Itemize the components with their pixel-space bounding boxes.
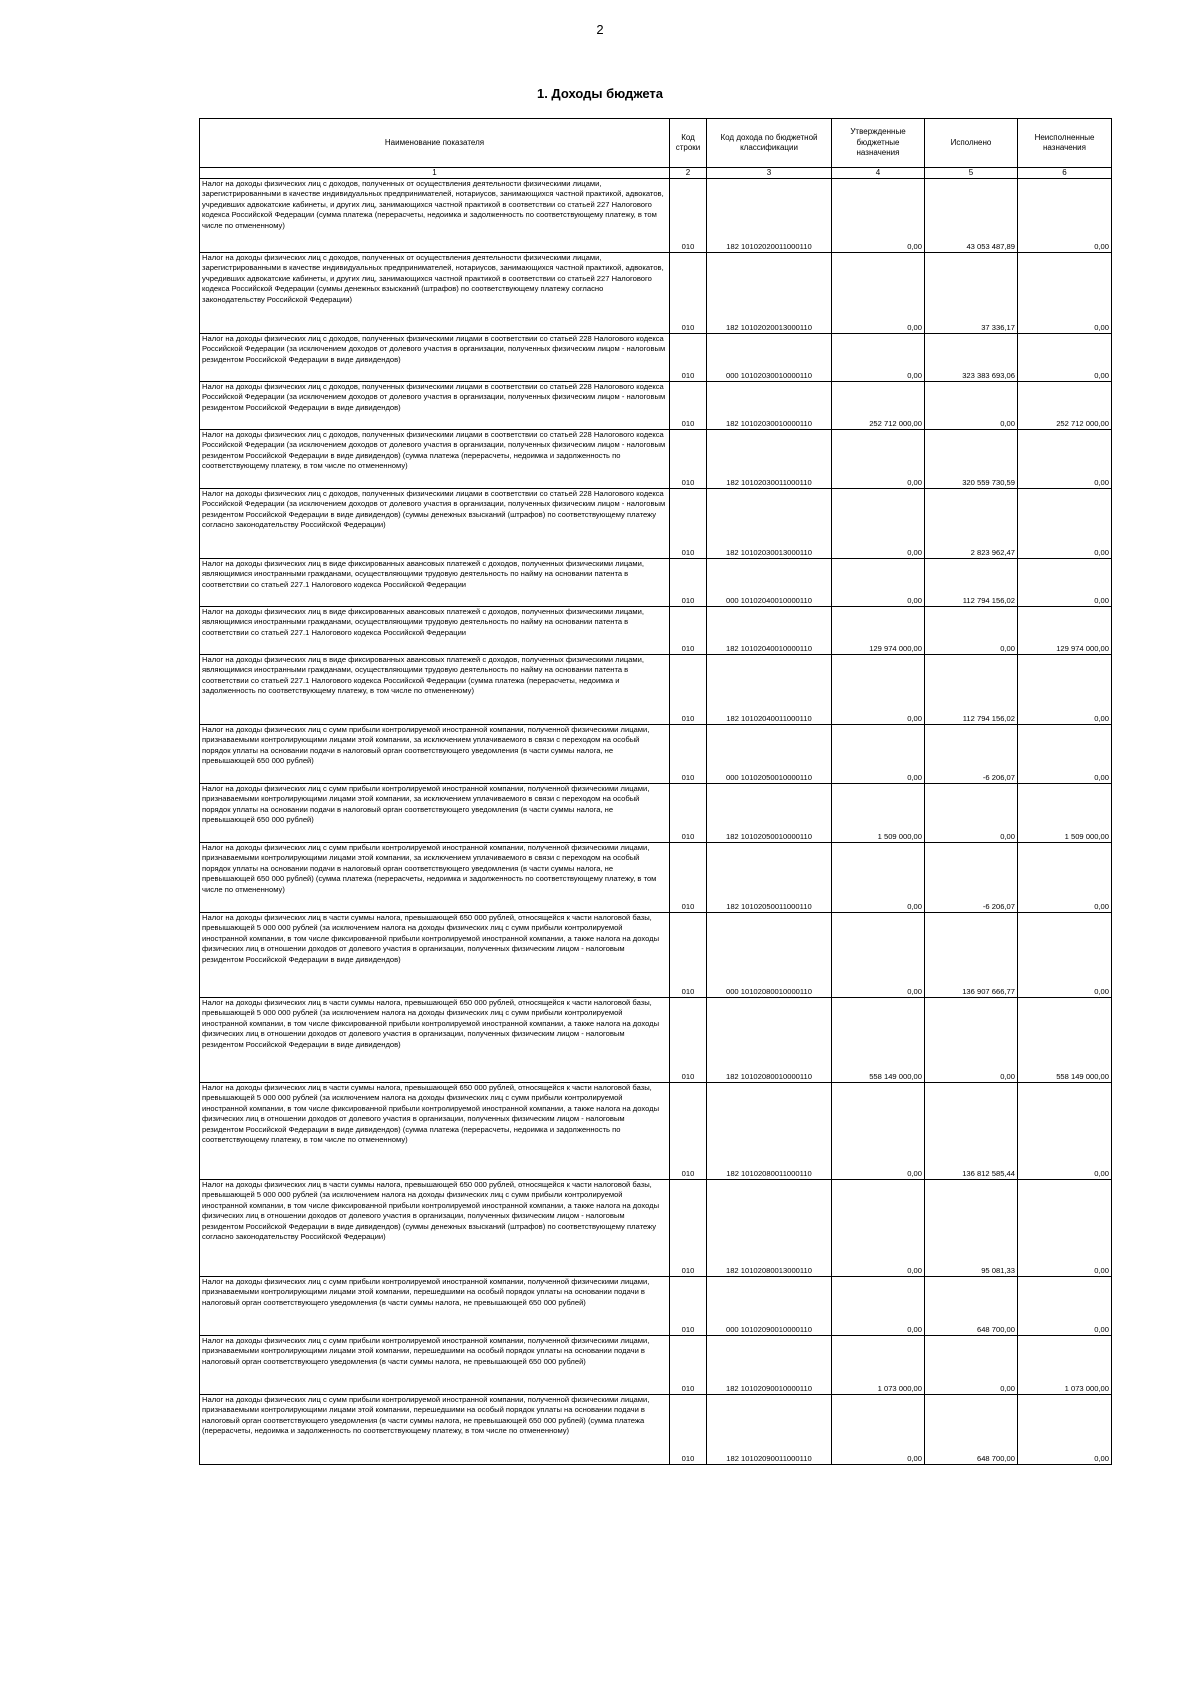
header-row (200, 119, 1112, 168)
cell-unexecuted: 0,00 (1018, 725, 1112, 784)
cell-executed: 320 559 730,59 (925, 430, 1018, 489)
cell-income-code: 182 10102080010000110 (707, 998, 832, 1083)
table-body (200, 179, 1112, 1465)
cell-executed: -6 206,07 (925, 725, 1018, 784)
table-row (200, 998, 1112, 1083)
table-row (200, 334, 1112, 382)
cell-unexecuted: 129 974 000,00 (1018, 607, 1112, 655)
cell-income-code: 182 10102040010000110 (707, 607, 832, 655)
cell-unexecuted: 0,00 (1018, 1277, 1112, 1336)
cell-indicator-name: Налог на доходы физических лиц с сумм прибыли контролируемой иностранной компании, полученной физическими лицами, признаваемыми контролирующими лицами этой компании, перешедшими на особый порядок уплаты на основании подачи в налоговый орган соответствующего уведомления (в части суммы налога, не превышающей 650 000 рублей) (сумма платежа (перерасчеты, недоимка и задолженность по соответствующему платежу, в том числе по отмененному) (200, 1395, 670, 1465)
cell-income-code: 182 10102050011000110 (707, 843, 832, 913)
page-title: 1. Доходы бюджета (536, 86, 664, 101)
table-row (200, 489, 1112, 559)
cell-approved: 0,00 (832, 1083, 925, 1180)
cell-indicator-name: Налог на доходы физических лиц с доходов, полученных физическими лицами в соответствии со статьей 228 Налогового кодекса Российской Федерации (за исключением доходов от долевого участия в организации, полученных физическим лицом - налоговым резидентом Российской Федерации в виде дивидендов) (200, 334, 670, 382)
cell-line-code: 010 (670, 1180, 707, 1277)
cell-executed: 95 081,33 (925, 1180, 1018, 1277)
cell-income-code: 000 10102030010000110 (707, 334, 832, 382)
table-row (200, 430, 1112, 489)
cell-indicator-name: Налог на доходы физических лиц в виде фиксированных авансовых платежей с доходов, полученных физическими лицами, являющимися иностранными гражданами, осуществляющими трудовую деятельность по найму на основании патента в соответствии со статьей 227.1 Налогового кодекса Российской Федерации (200, 559, 670, 607)
cell-income-code: 182 10102030011000110 (707, 430, 832, 489)
cell-approved: 0,00 (832, 179, 925, 253)
cell-indicator-name: Налог на доходы физических лиц в виде фиксированных авансовых платежей с доходов, полученных физическими лицами, являющимися иностранными гражданами, осуществляющими трудовую деятельность по найму на основании патента в соответствии со статьей 227.1 Налогового кодекса Российской Федерации (сумма платежа (перерасчеты, недоимка и задолженность по соответствующему платежу, в том числе по отмененному) (200, 655, 670, 725)
table-row (200, 725, 1112, 784)
cell-indicator-name: Налог на доходы физических лиц с сумм прибыли контролируемой иностранной компании, полученной физическими лицами, признаваемыми контролирующими лицами этой компании, за исключением уплачиваемого в связи с переходом на особый порядок уплаты на основании подачи в налоговый орган соответствующего уведомления (в части суммы налога, не превышающей 650 000 рублей) (сумма платежа (перерасчеты, недоимка и задолженность по соответствующему платежу, в том числе по отмененному) (200, 843, 670, 913)
cell-executed: 323 383 693,06 (925, 334, 1018, 382)
cell-line-code: 010 (670, 1083, 707, 1180)
cell-unexecuted: 0,00 (1018, 430, 1112, 489)
income-table (199, 118, 1112, 1465)
table-row (200, 1336, 1112, 1395)
cell-approved: 0,00 (832, 913, 925, 998)
cell-approved: 0,00 (832, 253, 925, 334)
table-row (200, 1277, 1112, 1336)
cell-approved: 0,00 (832, 489, 925, 559)
cell-income-code: 182 10102080011000110 (707, 1083, 832, 1180)
cell-income-code: 182 10102090010000110 (707, 1336, 832, 1395)
cell-indicator-name: Налог на доходы физических лиц с сумм прибыли контролируемой иностранной компании, полученной физическими лицами, признаваемыми контролирующими лицами этой компании, за исключением уплачиваемого в связи с переходом на особый порядок уплаты на основании подачи в налоговый орган соответствующего уведомления (в части суммы налога, не превышающей 650 000 рублей) (200, 784, 670, 843)
cell-income-code: 000 10102080010000110 (707, 913, 832, 998)
table-row (200, 913, 1112, 998)
cell-executed: 648 700,00 (925, 1395, 1018, 1465)
table-row (200, 382, 1112, 430)
cell-indicator-name: Налог на доходы физических лиц в части суммы налога, превышающей 650 000 рублей, относящейся к части налоговой базы, превышающей 5 000 000 рублей (за исключением налога на доходы физических лиц с сумм прибыли контролируемой иностранной компании, в том числе фиксированной прибыли контролируемой иностранной компании, а также налога на доходы физических лиц в отношении доходов от долевого участия в организации, полученных физическим лицом - налоговым резидентом Российской Федерации в виде дивидендов) (200, 913, 670, 998)
header-executed: Исполнено (925, 119, 1018, 168)
cell-unexecuted: 558 149 000,00 (1018, 998, 1112, 1083)
cell-unexecuted: 0,00 (1018, 655, 1112, 725)
cell-unexecuted: 0,00 (1018, 1180, 1112, 1277)
cell-executed: 136 812 585,44 (925, 1083, 1018, 1180)
cell-line-code: 010 (670, 843, 707, 913)
cell-unexecuted: 0,00 (1018, 489, 1112, 559)
column-number: 1 (200, 168, 670, 179)
cell-executed: 136 907 666,77 (925, 913, 1018, 998)
header-approved: Утвержденные бюджетные назначения (832, 119, 925, 168)
cell-unexecuted: 0,00 (1018, 334, 1112, 382)
cell-line-code: 010 (670, 253, 707, 334)
cell-income-code: 182 10102040011000110 (707, 655, 832, 725)
header-unexecuted: Неисполненные назначения (1018, 119, 1112, 168)
cell-line-code: 010 (670, 655, 707, 725)
cell-unexecuted: 0,00 (1018, 559, 1112, 607)
cell-income-code: 000 10102040010000110 (707, 559, 832, 607)
cell-approved: 0,00 (832, 725, 925, 784)
cell-indicator-name: Налог на доходы физических лиц с сумм прибыли контролируемой иностранной компании, полученной физическими лицами, признаваемыми контролирующими лицами этой компании, перешедшими на особый порядок уплаты на основании подачи в налоговый орган соответствующего уведомления (в части суммы налога, не превышающей 650 000 рублей) (200, 1277, 670, 1336)
cell-income-code: 182 10102050010000110 (707, 784, 832, 843)
cell-unexecuted: 0,00 (1018, 253, 1112, 334)
column-number-row (200, 168, 1112, 179)
cell-unexecuted: 0,00 (1018, 1395, 1112, 1465)
page-number: 2 (596, 22, 604, 37)
cell-approved: 558 149 000,00 (832, 998, 925, 1083)
cell-indicator-name: Налог на доходы физических лиц с доходов, полученных физическими лицами в соответствии со статьей 228 Налогового кодекса Российской Федерации (за исключением доходов от долевого участия в организации, полученных физическим лицом - налоговым резидентом Российской Федерации в виде дивидендов) (сумма платежа (перерасчеты, недоимка и задолженность по соответствующему платежу, в том числе по отмененному) (200, 430, 670, 489)
cell-line-code: 010 (670, 1277, 707, 1336)
cell-unexecuted: 0,00 (1018, 843, 1112, 913)
cell-approved: 0,00 (832, 1277, 925, 1336)
cell-unexecuted: 1 509 000,00 (1018, 784, 1112, 843)
header-income-code: Код дохода по бюджетной классификации (707, 119, 832, 168)
cell-line-code: 010 (670, 559, 707, 607)
cell-indicator-name: Налог на доходы физических лиц в виде фиксированных авансовых платежей с доходов, полученных физическими лицами, являющимися иностранными гражданами, осуществляющими трудовую деятельность по найму на основании патента в соответствии со статьей 227.1 Налогового кодекса Российской Федерации (200, 607, 670, 655)
cell-indicator-name: Налог на доходы физических лиц в части суммы налога, превышающей 650 000 рублей, относящейся к части налоговой базы, превышающей 5 000 000 рублей (за исключением налога на доходы физических лиц с сумм прибыли контролируемой иностранной компании, в том числе фиксированной прибыли контролируемой иностранной компании, а также налога на доходы физических лиц в отношении доходов от долевого участия в организации, полученных физическим лицом - налоговым резидентом Российской Федерации в виде дивидендов) (200, 998, 670, 1083)
header-line-code: Код строки (670, 119, 707, 168)
cell-approved: 0,00 (832, 334, 925, 382)
cell-executed: -6 206,07 (925, 843, 1018, 913)
cell-line-code: 010 (670, 913, 707, 998)
cell-executed: 37 336,17 (925, 253, 1018, 334)
table-row (200, 1083, 1112, 1180)
cell-approved: 0,00 (832, 1180, 925, 1277)
cell-approved: 1 509 000,00 (832, 784, 925, 843)
cell-indicator-name: Налог на доходы физических лиц с сумм прибыли контролируемой иностранной компании, полученной физическими лицами, признаваемыми контролирующими лицами этой компании, перешедшими на особый порядок уплаты на основании подачи в налоговый орган соответствующего уведомления (в части суммы налога, не превышающей 650 000 рублей) (200, 1336, 670, 1395)
cell-approved: 0,00 (832, 559, 925, 607)
cell-income-code: 182 10102080013000110 (707, 1180, 832, 1277)
cell-unexecuted: 0,00 (1018, 913, 1112, 998)
cell-income-code: 182 10102020013000110 (707, 253, 832, 334)
cell-line-code: 010 (670, 382, 707, 430)
cell-indicator-name: Налог на доходы физических лиц с доходов, полученных физическими лицами в соответствии со статьей 228 Налогового кодекса Российской Федерации (за исключением доходов от долевого участия в организации, полученных физическим лицом - налоговым резидентом Российской Федерации в виде дивидендов) (суммы денежных взысканий (штрафов) по соответствующему платежу согласно законодательству Российской Федерации) (200, 489, 670, 559)
cell-executed: 112 794 156,02 (925, 655, 1018, 725)
cell-approved: 1 073 000,00 (832, 1336, 925, 1395)
cell-line-code: 010 (670, 725, 707, 784)
cell-unexecuted: 252 712 000,00 (1018, 382, 1112, 430)
column-number: 6 (1018, 168, 1112, 179)
cell-indicator-name: Налог на доходы физических лиц в части суммы налога, превышающей 650 000 рублей, относящейся к части налоговой базы, превышающей 5 000 000 рублей (за исключением налога на доходы физических лиц с сумм прибыли контролируемой иностранной компании, в том числе фиксированной прибыли контролируемой иностранной компании, а также налога на доходы физических лиц в отношении доходов от долевого участия в организации, полученных физическим лицом - налоговым резидентом Российской Федерации в виде дивидендов) (сумма платежа (перерасчеты, недоимка и задолженность по соответствующему платежу, в том числе по отмененному) (200, 1083, 670, 1180)
cell-line-code: 010 (670, 179, 707, 253)
cell-indicator-name: Налог на доходы физических лиц с доходов, полученных от осуществления деятельности физическими лицами, зарегистрированными в качестве индивидуальных предпринимателей, нотариусов, занимающихся частной практикой, адвокатов, учредивших адвокатские кабинеты, и других лиц, занимающихся частной практикой в соответствии со статьей 227 Налогового кодекса Российской Федерации (суммы денежных взысканий (штрафов) по соответствующему платежу согласно законодательству Российской Федерации) (200, 253, 670, 334)
cell-income-code: 000 10102090010000110 (707, 1277, 832, 1336)
cell-line-code: 010 (670, 489, 707, 559)
table-row (200, 253, 1112, 334)
cell-indicator-name: Налог на доходы физических лиц с сумм прибыли контролируемой иностранной компании, полученной физическими лицами, признаваемыми контролирующими лицами этой компании, за исключением уплачиваемого в связи с переходом на особый порядок уплаты на основании подачи в налоговый орган соответствующего уведомления (в части суммы налога, не превышающей 650 000 рублей) (200, 725, 670, 784)
cell-approved: 0,00 (832, 655, 925, 725)
cell-line-code: 010 (670, 334, 707, 382)
cell-line-code: 010 (670, 1336, 707, 1395)
table-row (200, 1395, 1112, 1465)
cell-executed: 0,00 (925, 998, 1018, 1083)
column-number: 2 (670, 168, 707, 179)
table-row (200, 1180, 1112, 1277)
cell-line-code: 010 (670, 784, 707, 843)
cell-income-code: 000 10102050010000110 (707, 725, 832, 784)
cell-executed: 0,00 (925, 784, 1018, 843)
column-number: 3 (707, 168, 832, 179)
cell-executed: 0,00 (925, 382, 1018, 430)
cell-indicator-name: Налог на доходы физических лиц в части суммы налога, превышающей 650 000 рублей, относящейся к части налоговой базы, превышающей 5 000 000 рублей (за исключением налога на доходы физических лиц с сумм прибыли контролируемой иностранной компании, в том числе фиксированной прибыли контролируемой иностранной компании, а также налога на доходы физических лиц в отношении доходов от долевого участия в организации, полученных физическим лицом - налоговым резидентом Российской Федерации в виде дивидендов) (суммы денежных взысканий (штрафов) по соответствующему платежу согласно законодательству Российской Федерации) (200, 1180, 670, 1277)
table-row (200, 607, 1112, 655)
table-row (200, 179, 1112, 253)
table-row (200, 655, 1112, 725)
table-row (200, 559, 1112, 607)
cell-indicator-name: Налог на доходы физических лиц с доходов, полученных физическими лицами в соответствии со статьей 228 Налогового кодекса Российской Федерации (за исключением доходов от долевого участия в организации, полученных физическим лицом - налоговым резидентом Российской Федерации в виде дивидендов) (200, 382, 670, 430)
cell-income-code: 182 10102090011000110 (707, 1395, 832, 1465)
cell-income-code: 182 10102030010000110 (707, 382, 832, 430)
table-row (200, 843, 1112, 913)
table-row (200, 784, 1112, 843)
cell-income-code: 182 10102030013000110 (707, 489, 832, 559)
cell-income-code: 182 10102020011000110 (707, 179, 832, 253)
cell-line-code: 010 (670, 430, 707, 489)
cell-approved: 0,00 (832, 430, 925, 489)
cell-unexecuted: 1 073 000,00 (1018, 1336, 1112, 1395)
column-number: 5 (925, 168, 1018, 179)
cell-executed: 112 794 156,02 (925, 559, 1018, 607)
cell-indicator-name: Налог на доходы физических лиц с доходов, полученных от осуществления деятельности физическими лицами, зарегистрированными в качестве индивидуальных предпринимателей, нотариусов, занимающихся частной практикой, адвокатов, учредивших адвокатские кабинеты, и других лиц, занимающихся частной практикой в соответствии со статьей 227 Налогового кодекса Российской Федерации (сумма платежа (перерасчеты, недоимка и задолженность по соответствующему платежу, в том числе по отмененному) (200, 179, 670, 253)
cell-approved: 0,00 (832, 1395, 925, 1465)
cell-unexecuted: 0,00 (1018, 179, 1112, 253)
header-indicator-name: Наименование показателя (200, 119, 670, 168)
cell-approved: 129 974 000,00 (832, 607, 925, 655)
cell-executed: 0,00 (925, 1336, 1018, 1395)
cell-unexecuted: 0,00 (1018, 1083, 1112, 1180)
cell-executed: 43 053 487,89 (925, 179, 1018, 253)
cell-line-code: 010 (670, 607, 707, 655)
cell-line-code: 010 (670, 998, 707, 1083)
column-number: 4 (832, 168, 925, 179)
cell-executed: 648 700,00 (925, 1277, 1018, 1336)
cell-approved: 252 712 000,00 (832, 382, 925, 430)
cell-line-code: 010 (670, 1395, 707, 1465)
cell-executed: 0,00 (925, 607, 1018, 655)
cell-executed: 2 823 962,47 (925, 489, 1018, 559)
cell-approved: 0,00 (832, 843, 925, 913)
